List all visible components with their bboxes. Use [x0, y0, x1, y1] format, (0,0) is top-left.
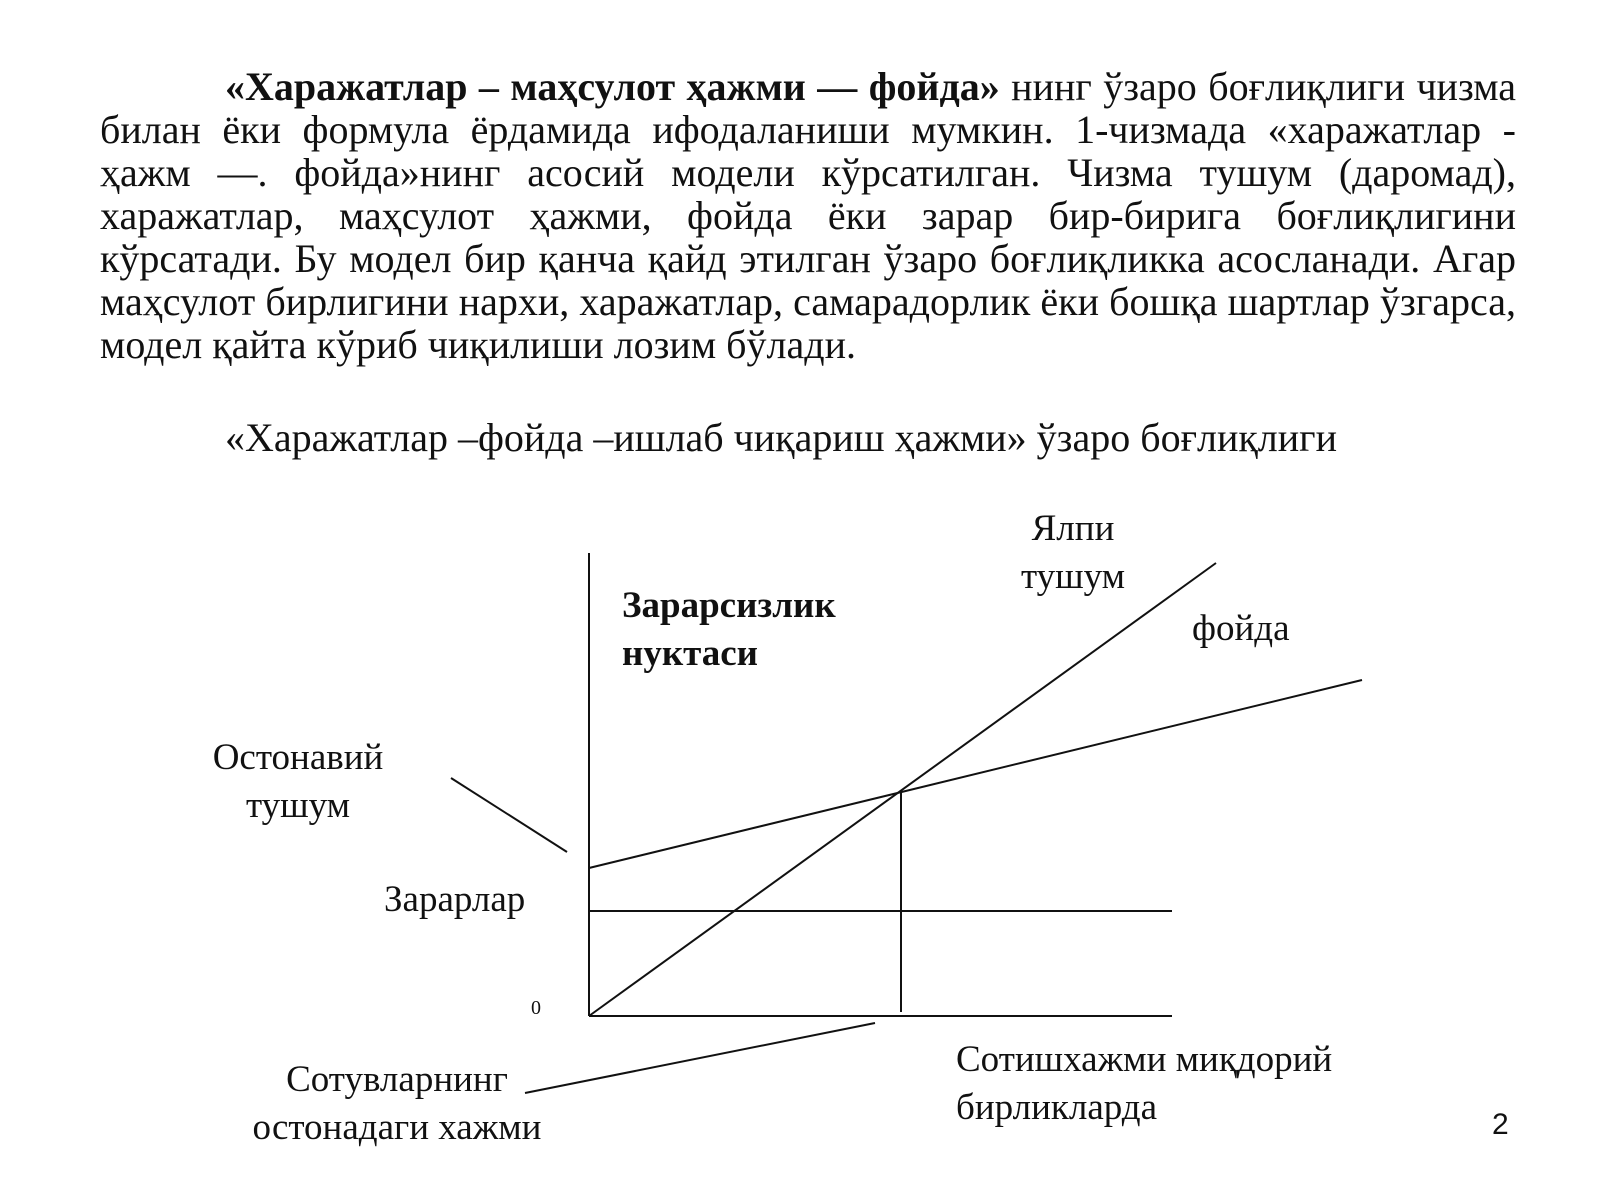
origin-label: 0	[531, 997, 541, 1019]
threshold-sales-label-line2: остонадаги хажми	[252, 1107, 542, 1148]
threshold-revenue-label-line2: тушум	[245, 785, 351, 826]
page-number: 2	[1492, 1108, 1509, 1141]
sales-volume-label-line1: Сотишхажми миқдорий	[956, 1039, 1333, 1080]
profit-label: фойда	[1192, 608, 1290, 649]
sales-volume-label	[956, 1036, 1332, 1132]
paragraph-text: нинг ўзаро боғлиқлиги чизма билан ёки формула ёрдамида ифодаланиши мумкин. 1-чизмада «харажатлар - ҳажм —. фойда»нинг асосий модели кўрсатилган. Чизма тушум (даромад), харажатлар, маҳсулот ҳажми, фойда ёки зарар бир-бирига боғлиқлигини кўрсатади. Бу модел бир қанча қайд этилган ўзаро боғлиқликка асосланади. Агар маҳсулот бирлигини нархи, харажатлар, самарадорлик ёки бошқа шартлар ўзгарса, модел қайта кўриб чиқилиши лозим бўлади.	[100, 64, 1516, 367]
diagram-heading: «Харажатлар –фойда –ишлаб чиқариш ҳажми» ўзаро боғлиқлиги	[225, 415, 1337, 460]
gross-revenue-label-line1: Ялпи	[1031, 508, 1115, 549]
break-even-label-line1: Зарарсизлик	[622, 585, 836, 626]
total-cost-line	[589, 680, 1362, 868]
break-even-label-line2: нуктаси	[622, 633, 759, 674]
threshold-sales-label	[240, 1056, 554, 1152]
gross-revenue-label	[1013, 505, 1133, 601]
threshold-revenue-label-line1: Остонавий	[212, 737, 384, 778]
paragraph-bold-lead: «Харажатлар – маҳсулот ҳажми — фойда»	[225, 64, 1000, 109]
threshold-revenue-label	[205, 734, 391, 830]
threshold-revenue-pointer	[451, 778, 567, 852]
losses-label: Зарарлар	[384, 879, 526, 920]
threshold-sales-pointer	[525, 1023, 875, 1093]
sales-volume-label-line2: бирликларда	[956, 1087, 1158, 1128]
gross-revenue-label-line2: тушум	[1020, 556, 1126, 597]
threshold-sales-label-line1: Сотувларнинг	[286, 1059, 508, 1100]
break-even-label	[622, 582, 836, 678]
